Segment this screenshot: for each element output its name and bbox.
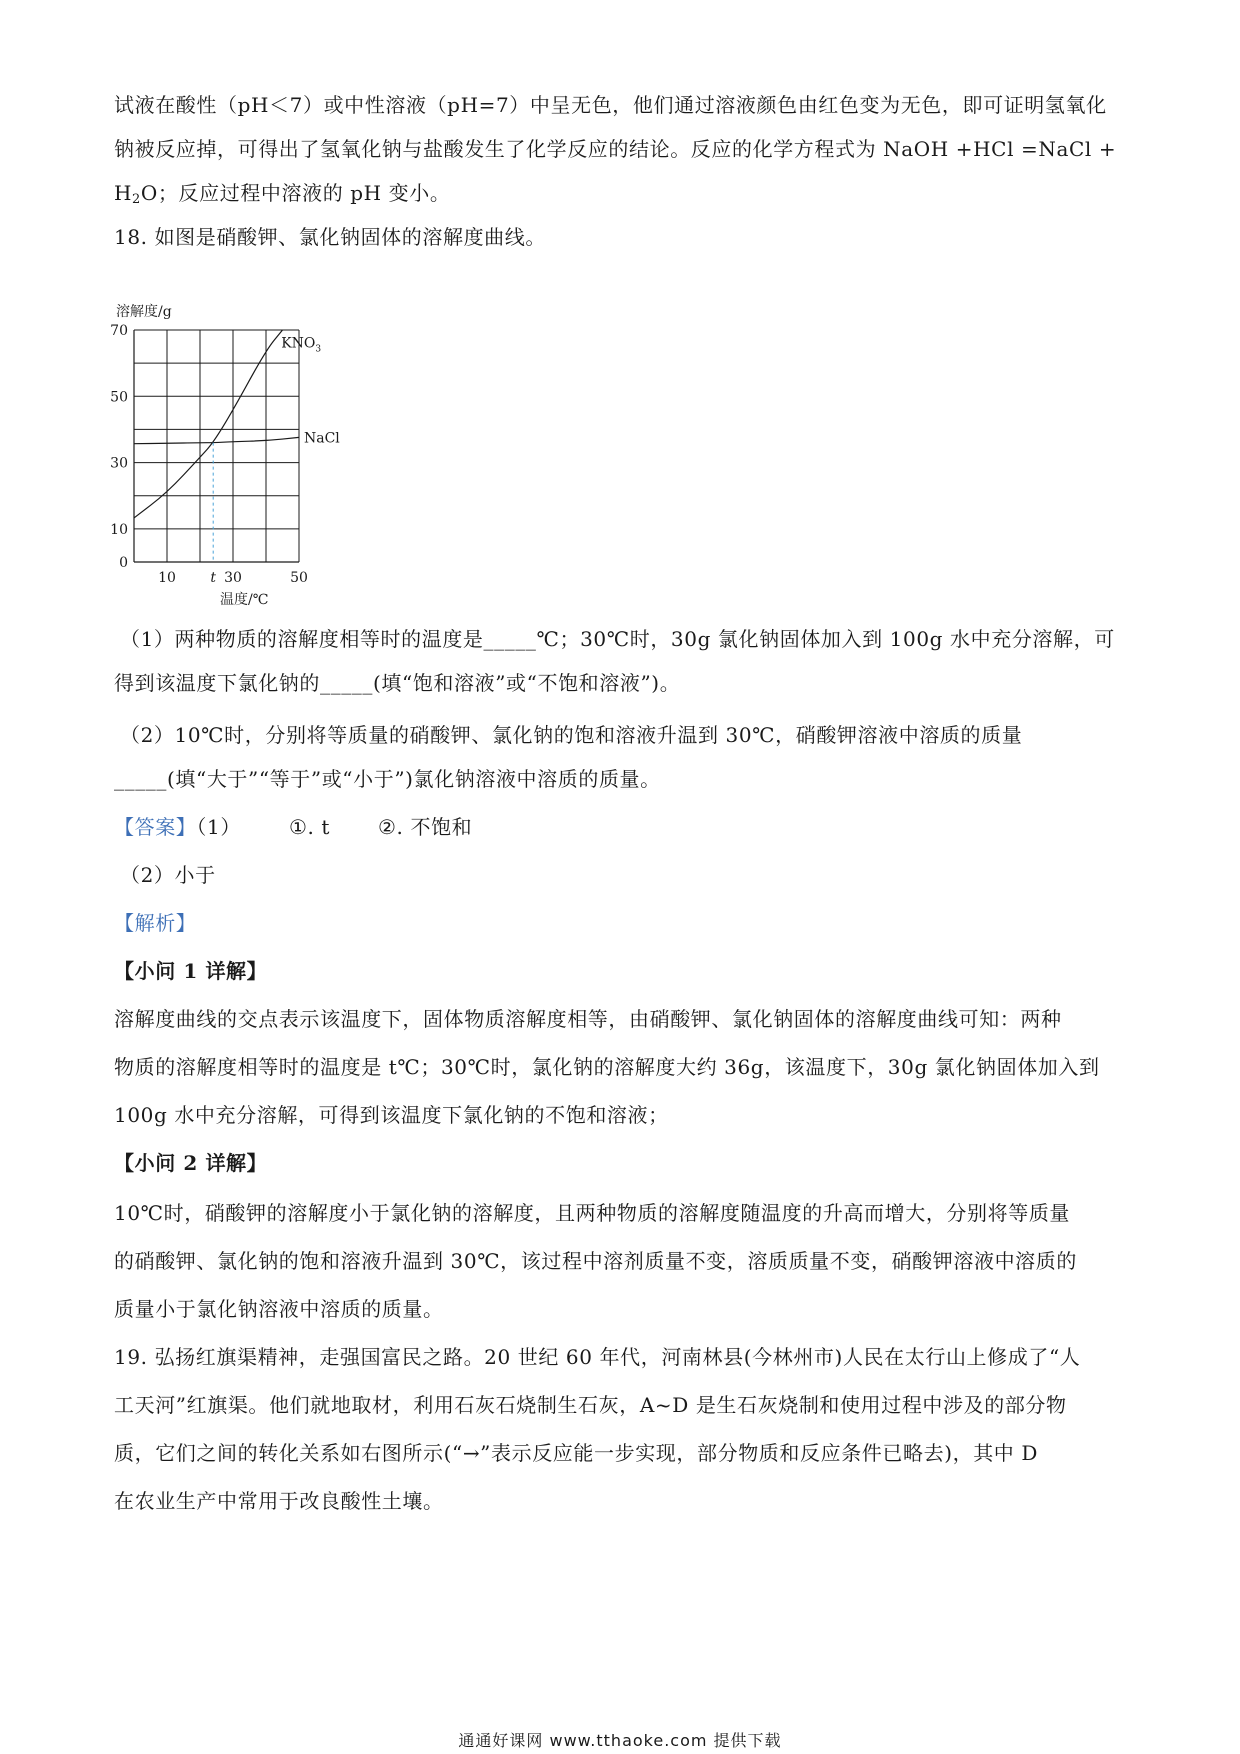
sub-question-2-title: 【小问 2 详解】 bbox=[114, 1151, 268, 1175]
series-label-nacl: NaCl bbox=[304, 430, 340, 447]
kno3-curve bbox=[134, 330, 283, 518]
question-18-part-2-cont: _____(填“大于”“等于”或“小于”)氯化钠溶液中溶质的质量。 bbox=[114, 767, 661, 791]
text-line: 物质的溶解度相等时的温度是 t℃；30℃时，氯化钠的溶解度大约 36g，该温度下，30g 氯化钠固体加入到 bbox=[114, 1055, 1100, 1079]
text-line: 溶解度曲线的交点表示该温度下，固体物质溶解度相等，由硝酸钾、氯化钠固体的溶解度曲线可知：两种 bbox=[114, 1007, 1062, 1031]
x-tick-label: t bbox=[210, 570, 217, 586]
x-axis-title: 温度/℃ bbox=[220, 592, 269, 608]
question-19-line: 19. 弘扬红旗渠精神，走强国富民之路。20 世纪 60 年代，河南林县(今林州市)人民在太行山上修成了“人 bbox=[114, 1345, 1081, 1369]
answer-tag: 【答案】 bbox=[114, 815, 197, 839]
x-tick-label: 50 bbox=[290, 570, 308, 586]
x-tick-label: 10 bbox=[158, 570, 176, 586]
question-19-line: 工天河”红旗渠。他们就地取材，利用石灰石烧制生石灰，A~D 是生石灰烧制和使用过程中涉及的部分物 bbox=[114, 1393, 1067, 1417]
y-axis-title: 溶解度/g bbox=[116, 304, 172, 320]
question-18-part-2: （2）10℃时，分别将等质量的硝酸钾、氯化钠的饱和溶液升温到 30℃，硝酸钾溶液中溶质的质量 bbox=[120, 723, 1023, 747]
sub-question-1-title: 【小问 1 详解】 bbox=[114, 959, 268, 983]
x-tick-label: 30 bbox=[224, 570, 242, 586]
text-line: 质量小于氯化钠溶液中溶质的质量。 bbox=[114, 1297, 444, 1321]
y-tick-label: 50 bbox=[110, 389, 128, 406]
analysis-tag: 【解析】 bbox=[114, 911, 197, 935]
question-18-part-1-cont: 得到该温度下氯化钠的_____(填“饱和溶液”或“不饱和溶液”)。 bbox=[114, 671, 681, 695]
text-line: 钠被反应掉，可得出了氢氧化钠与盐酸发生了化学反应的结论。反应的化学方程式为 NaOH +HCl =NaCl + bbox=[114, 137, 1117, 161]
y-tick-label: 30 bbox=[110, 455, 128, 472]
solubility-chart bbox=[110, 300, 372, 608]
y-tick-label: 10 bbox=[110, 521, 128, 538]
question-18-title: 18. 如图是硝酸钾、氯化钠固体的溶解度曲线。 bbox=[114, 225, 546, 249]
answer-line-2: （2）小于 bbox=[120, 863, 216, 887]
text-line: $H_2O$；反应过程中溶液的 pH 变小。 bbox=[114, 181, 451, 207]
y-tick-label: 70 bbox=[110, 323, 128, 339]
text-line: 100g 水中充分溶解，可得到该温度下氯化钠的不饱和溶液； bbox=[114, 1103, 669, 1127]
question-18-part-1: （1）两种物质的溶解度相等时的温度是_____℃；30℃时，30g 氯化钠固体加入到 100g 水中充分溶解，可 bbox=[120, 627, 1115, 651]
answer-line-1: 【答案】（1） ①. t ②. 不饱和 bbox=[114, 815, 473, 839]
series-label-kno3: $KNO_3$ bbox=[281, 335, 322, 355]
text-line: 的硝酸钾、氯化钠的饱和溶液升温到 30℃，该过程中溶剂质量不变，溶质质量不变，硝酸钾溶液中溶质的 bbox=[114, 1249, 1077, 1273]
question-19-line: 在农业生产中常用于改良酸性土壤。 bbox=[114, 1489, 444, 1513]
question-19-line: 质，它们之间的转化关系如右图所示(“→”表示反应能一步实现，部分物质和反应条件已略去)，其中 D bbox=[114, 1441, 1039, 1465]
nacl-curve bbox=[134, 437, 299, 443]
page-footer: 通通好课网 www.tthaoke.com 提供下载 bbox=[458, 1731, 782, 1750]
text-line: 试液在酸性（pH＜7）或中性溶液（pH=7）中呈无色，他们通过溶液颜色由红色变为无色，即可证明氢氧化 bbox=[114, 93, 1107, 117]
y-tick-label: 0 bbox=[119, 555, 128, 571]
text-line: 10℃时，硝酸钾的溶解度小于氯化钠的溶解度，且两种物质的溶解度随温度的升高而增大，分别将等质量 bbox=[114, 1201, 1071, 1225]
